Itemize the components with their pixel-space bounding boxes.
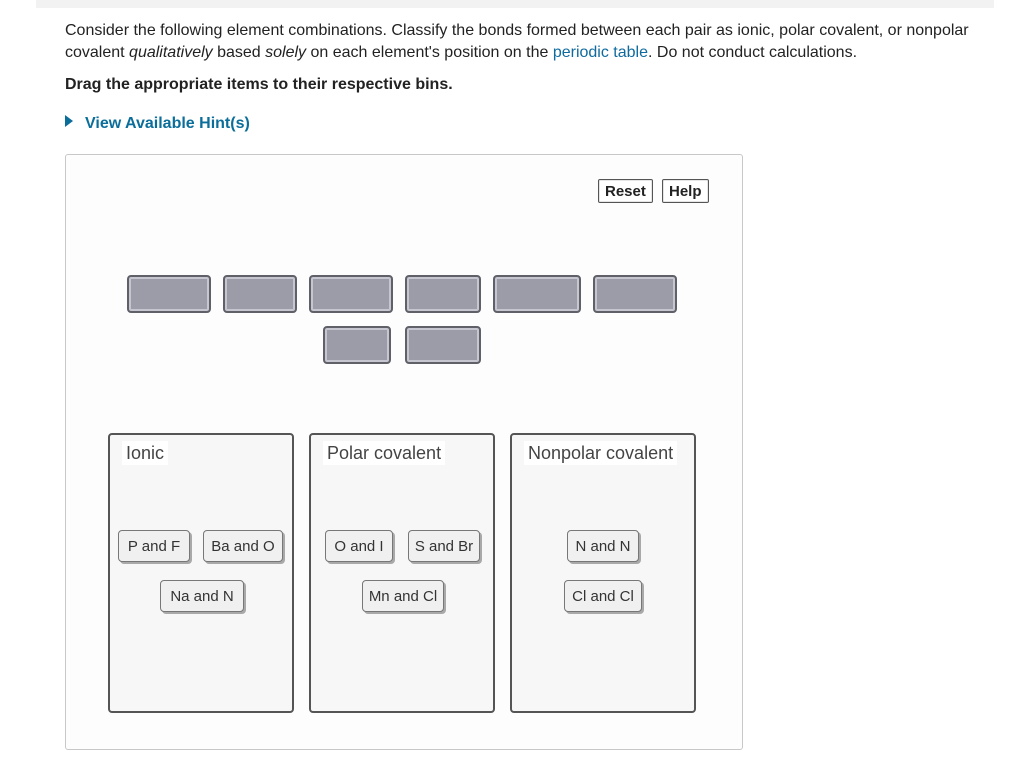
periodic-table-link[interactable]: periodic table (552, 44, 648, 61)
drag-item-mn-and-cl[interactable]: Mn and Cl (362, 580, 444, 612)
question-part: on each element's position on the (306, 44, 553, 61)
top-bar (36, 0, 994, 8)
drag-drop-workspace (65, 154, 743, 750)
drag-item-ba-and-o[interactable]: Ba and O (203, 530, 283, 562)
reset-button[interactable]: Reset (598, 179, 653, 203)
hint-label: View Available Hint(s) (85, 115, 250, 132)
drag-item-o-and-i[interactable]: O and I (325, 530, 393, 562)
question-text (65, 20, 995, 64)
emphasis-qualitatively: qualitatively (129, 44, 213, 61)
instruction-text: Drag the appropriate items to their respective bins. (65, 76, 453, 93)
emphasis-solely: solely (265, 44, 307, 61)
help-button[interactable]: Help (662, 179, 709, 203)
empty-item-slot[interactable] (405, 326, 481, 364)
view-hints-toggle[interactable] (65, 115, 250, 133)
bin-polar-covalent[interactable] (309, 433, 495, 713)
empty-item-slot[interactable] (127, 275, 211, 313)
bin-nonpolar-covalent[interactable] (510, 433, 696, 713)
empty-item-slot[interactable] (405, 275, 481, 313)
drag-item-na-and-n[interactable]: Na and N (160, 580, 244, 612)
question-part: Consider the following element combinations. Classify the bonds formed between each pair as ionic, polar covalent, or nonpolar covalent (65, 22, 969, 61)
triangle-right-icon (65, 115, 73, 127)
question-part: . Do not conduct calculations. (648, 44, 858, 61)
empty-item-slot[interactable] (309, 275, 393, 313)
bin-label: Nonpolar covalent (524, 441, 677, 465)
bin-label: Polar covalent (323, 441, 445, 465)
empty-item-slot[interactable] (223, 275, 297, 313)
empty-item-slot[interactable] (493, 275, 581, 313)
bin-ionic[interactable] (108, 433, 294, 713)
empty-item-slot[interactable] (323, 326, 391, 364)
empty-item-slot[interactable] (593, 275, 677, 313)
drag-item-cl-and-cl[interactable]: Cl and Cl (564, 580, 642, 612)
bin-label: Ionic (122, 441, 168, 465)
question-part: based (212, 44, 266, 61)
drag-item-n-and-n[interactable]: N and N (567, 530, 639, 562)
drag-item-p-and-f[interactable]: P and F (118, 530, 190, 562)
drag-item-s-and-br[interactable]: S and Br (408, 530, 480, 562)
